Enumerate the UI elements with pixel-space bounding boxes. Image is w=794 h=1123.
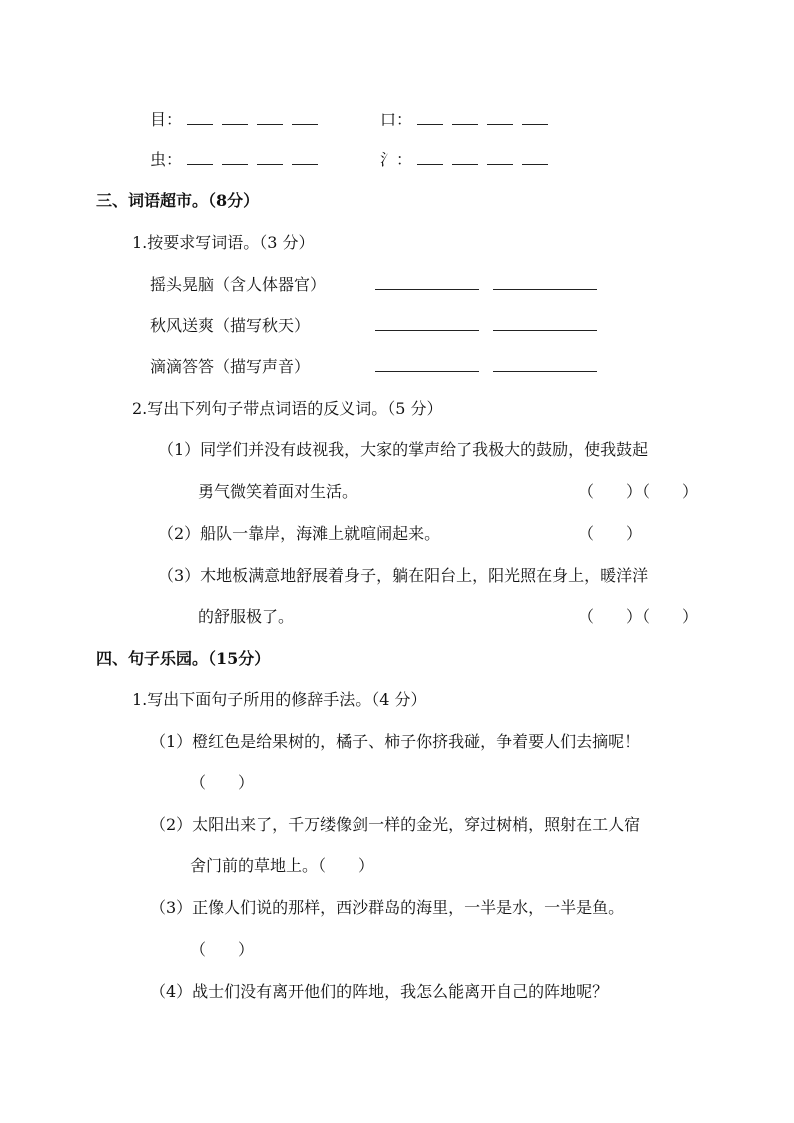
question-title: 2.写出下列句子带点词语的反义词。（5 分） (132, 399, 443, 418)
radical-row-mu (150, 110, 327, 130)
answer-blank[interactable] (493, 316, 597, 331)
answer-blank[interactable] (375, 357, 479, 372)
answer-blank[interactable] (257, 110, 283, 125)
radical-label: 氵： (380, 150, 413, 169)
answer-blank[interactable] (187, 150, 213, 165)
answer-blank[interactable] (487, 150, 513, 165)
section-heading: 三、词语超市。（8分） (96, 191, 260, 210)
answer-blank[interactable] (493, 357, 597, 372)
answer-parens[interactable]: （ ） (578, 524, 643, 543)
answer-parens[interactable]: （ ）（ ） (578, 607, 699, 626)
section-heading: 四、句子乐园。（15分） (96, 649, 271, 668)
word-item: 摇头晃脑（含人体器官） (150, 275, 327, 294)
answer-blank[interactable] (375, 275, 479, 290)
question-title: 1.按要求写词语。（3 分） (132, 233, 315, 252)
radical-label: 目： (150, 110, 183, 129)
answer-blank[interactable] (452, 150, 478, 165)
sentence: 勇气微笑着面对生活。 (198, 482, 359, 501)
answer-blanks (375, 316, 597, 336)
sentence: （1）橙红色是给果树的，橘子、柿子你挤我碰，争着要人们去摘呢！ (150, 732, 641, 751)
answer-blank[interactable] (522, 150, 548, 165)
answer-blank[interactable] (493, 275, 597, 290)
word-item: 滴滴答答（描写声音） (150, 357, 311, 376)
answer-blank[interactable] (292, 150, 318, 165)
answer-blank[interactable] (375, 316, 479, 331)
answer-blank[interactable] (222, 150, 248, 165)
answer-blank[interactable] (417, 150, 443, 165)
answer-parens[interactable]: （ ） (190, 773, 255, 792)
answer-blank[interactable] (257, 150, 283, 165)
word-item: 秋风送爽（描写秋天） (150, 316, 311, 335)
radical-row-shui (380, 150, 557, 170)
answer-blanks (375, 275, 597, 295)
answer-blank[interactable] (292, 110, 318, 125)
sentence: （1）同学们并没有歧视我，大家的掌声给了我极大的鼓励，使我鼓起 (158, 440, 649, 459)
answer-blank[interactable] (522, 110, 548, 125)
sentence: （3）正像人们说的那样，西沙群岛的海里，一半是水，一半是鱼。 (150, 898, 625, 917)
radical-label: 虫： (150, 150, 183, 169)
radical-row-chong (150, 150, 327, 170)
sentence: 舍门前的草地上。（ ） (190, 856, 375, 875)
answer-blank[interactable] (487, 110, 513, 125)
answer-blank[interactable] (222, 110, 248, 125)
answer-parens[interactable]: （ ）（ ） (578, 482, 699, 501)
answer-parens[interactable]: （ ） (190, 940, 255, 959)
radical-label: 口： (380, 110, 413, 129)
answer-blank[interactable] (187, 110, 213, 125)
answer-blanks (375, 357, 597, 377)
radical-row-kou (380, 110, 557, 130)
answer-blank[interactable] (452, 110, 478, 125)
sentence: （3）木地板满意地舒展着身子，躺在阳台上，阳光照在身上，暖洋洋 (158, 566, 649, 585)
sentence: （2）船队一靠岸，海滩上就喧闹起来。 (158, 524, 441, 543)
answer-blank[interactable] (417, 110, 443, 125)
sentence: （2）太阳出来了，千万缕像剑一样的金光，穿过树梢，照射在工人宿 (150, 815, 641, 834)
sentence: （4）战士们没有离开他们的阵地，我怎么能离开自己的阵地呢？ (150, 982, 609, 1001)
sentence: 的舒服极了。 (198, 607, 295, 626)
question-title: 1.写出下面句子所用的修辞手法。（4 分） (132, 690, 427, 709)
